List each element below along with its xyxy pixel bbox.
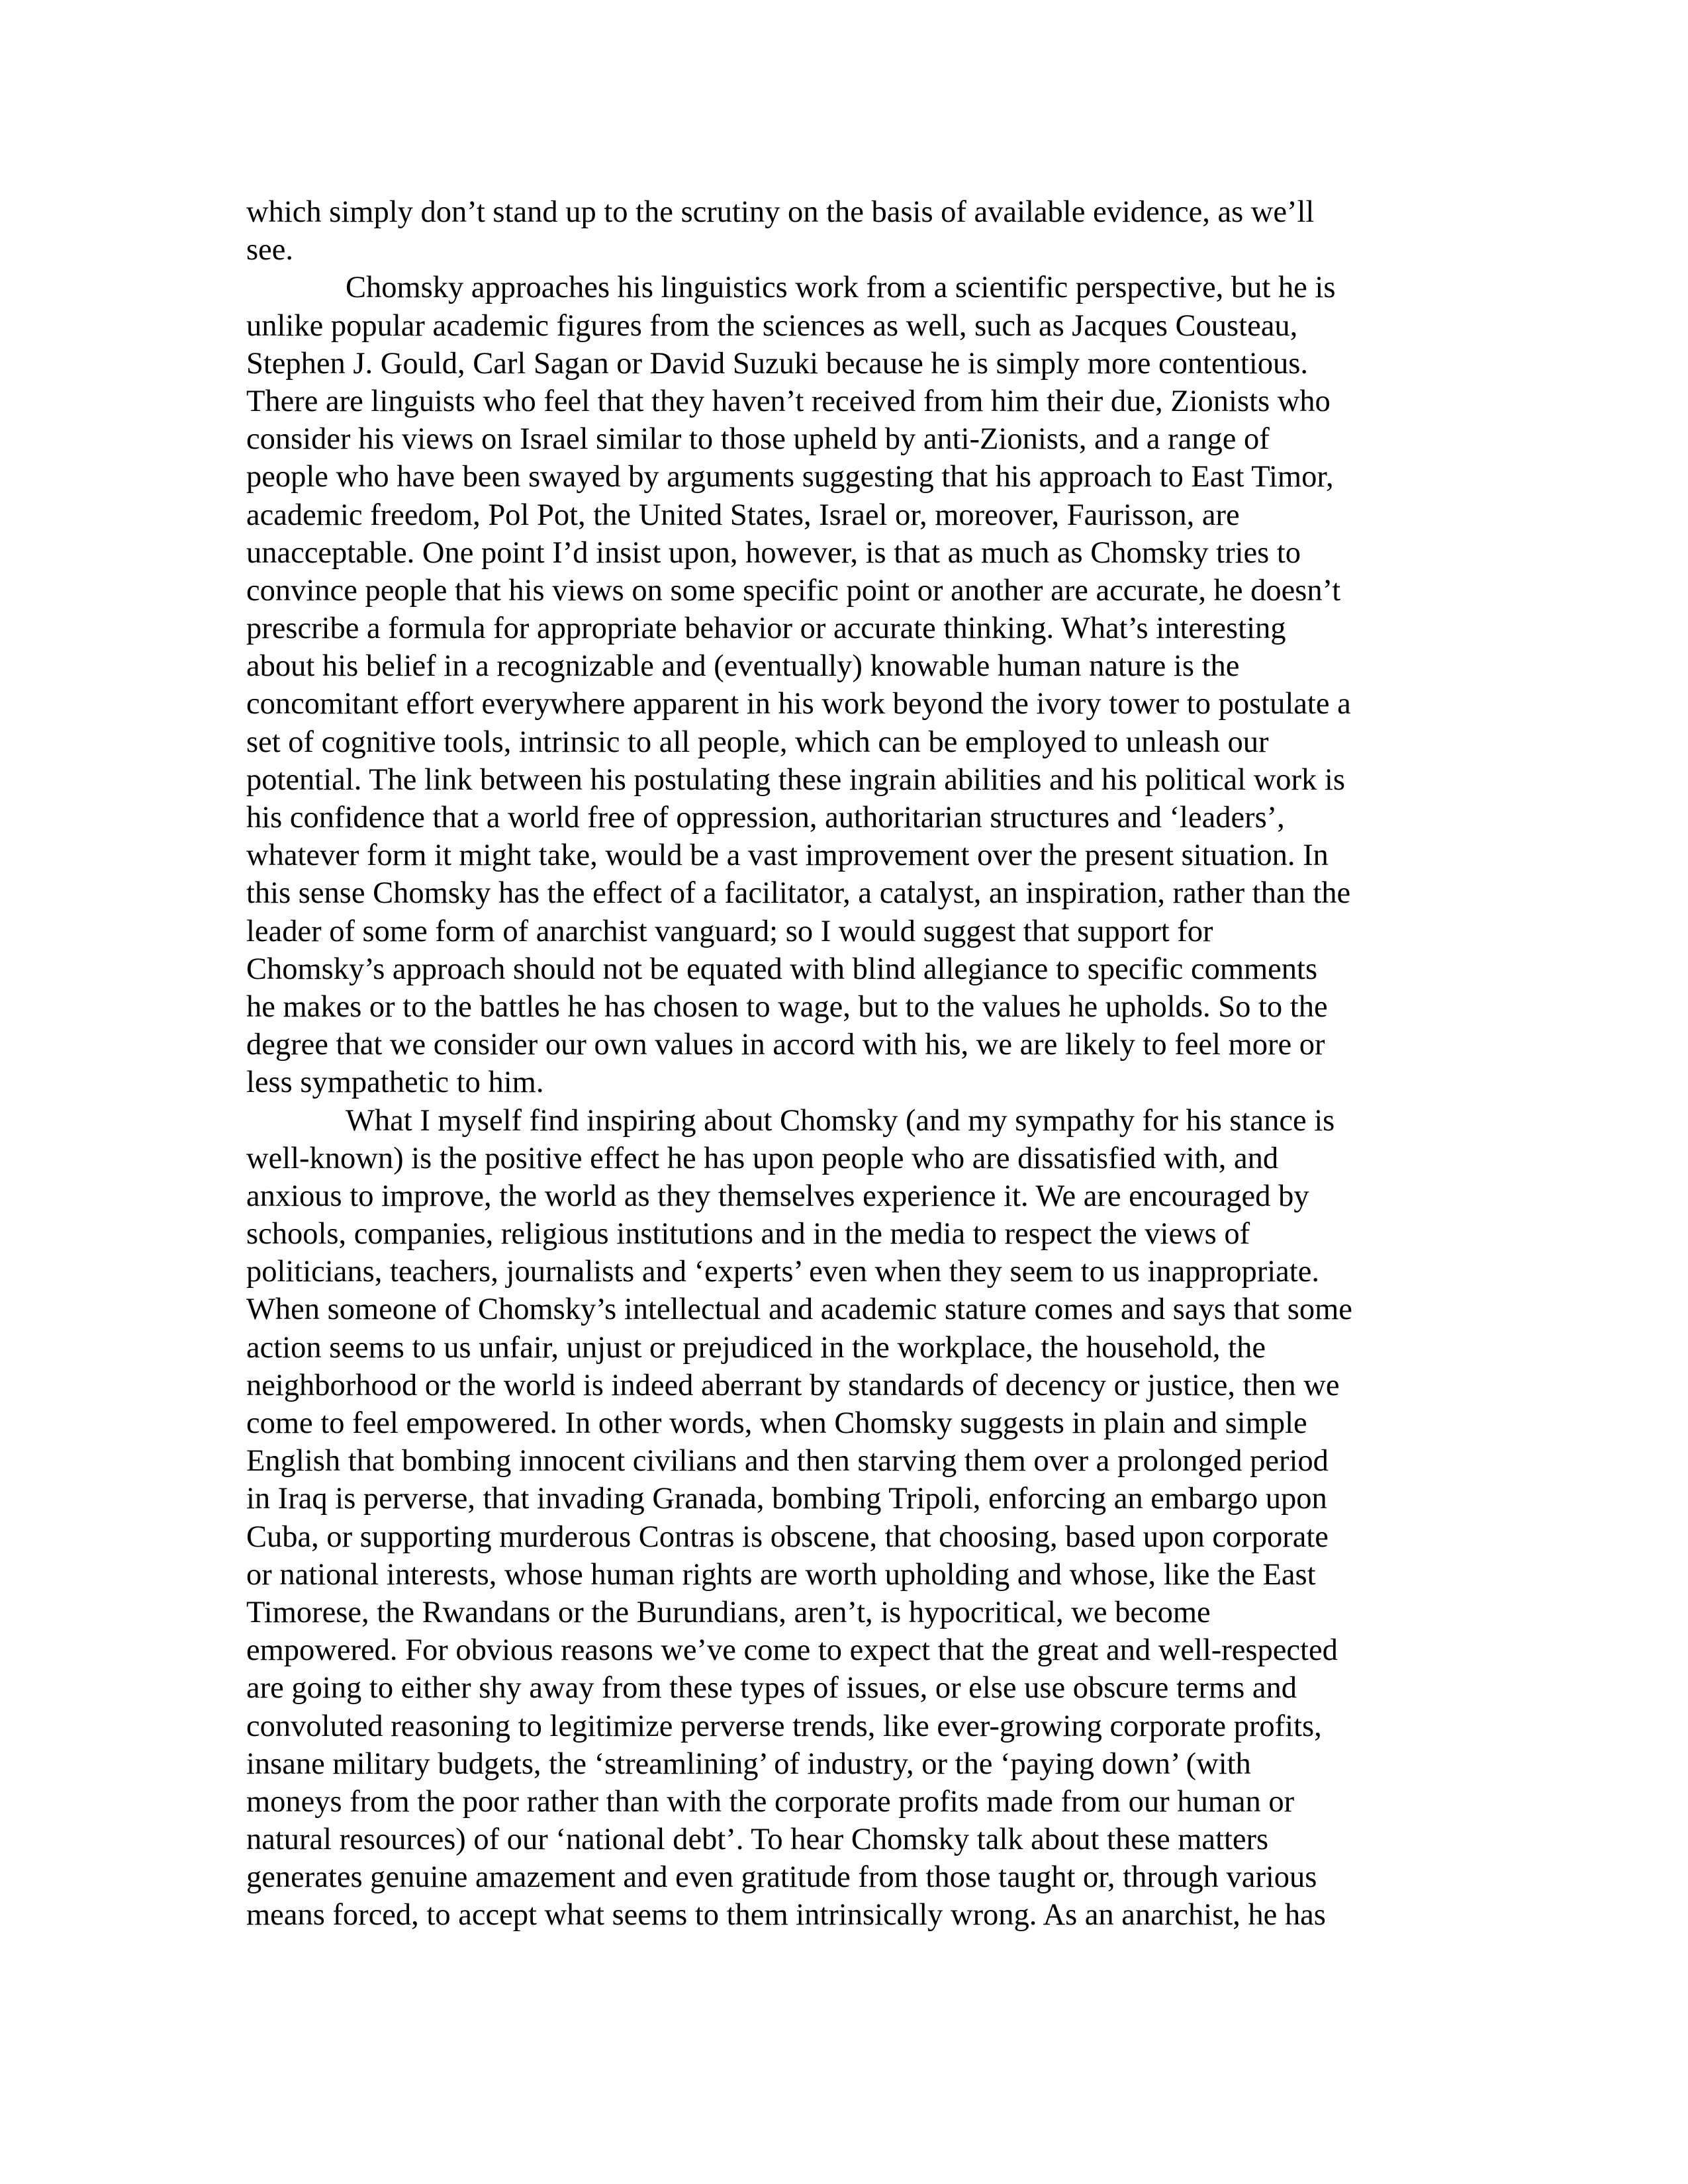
body-text: [246, 193, 1438, 1934]
text-line: or national interests, whose human rights are worth upholding and whose, like the East: [246, 1557, 1316, 1592]
text-line: empowered. For obvious reasons we’ve come to expect that the great and well-respected: [246, 1633, 1338, 1668]
text-line: Timorese, the Rwandans or the Burundians, aren’t, is hypocritical, we become: [246, 1595, 1211, 1629]
text-line: people who have been swayed by arguments suggesting that his approach to East Timor,: [246, 460, 1334, 494]
text-line: his confidence that a world free of oppression, authoritarian structures and ‘leaders’,: [246, 801, 1285, 835]
text-line: Chomsky’s approach should not be equated with blind allegiance to specific comments: [246, 952, 1318, 986]
text-line: potential. The link between his postulating these ingrain abilities and his political work is: [246, 762, 1345, 797]
text-line: degree that we consider our own values in accord with his, we are likely to feel more or: [246, 1028, 1325, 1062]
text-line: come to feel empowered. In other words, when Chomsky suggests in plain and simple: [246, 1406, 1307, 1440]
text-line: generates genuine amazement and even gratitude from those taught or, through various: [246, 1860, 1317, 1895]
text-line: leader of some form of anarchist vanguard; so I would suggest that support for: [246, 914, 1213, 948]
text-line: Cuba, or supporting murderous Contras is obscene, that choosing, based upon corporate: [246, 1520, 1329, 1554]
text-line: he makes or to the battles he has chosen to wage, but to the values he upholds. So to the: [246, 989, 1328, 1024]
text-line: neighborhood or the world is indeed aberrant by standards of decency or justice, then we: [246, 1368, 1340, 1402]
text-line: in Iraq is perverse, that invading Granada, bombing Tripoli, enforcing an embargo upon: [246, 1482, 1327, 1516]
text-line: about his belief in a recognizable and (eventually) knowable human nature is the: [246, 649, 1240, 684]
paragraph-start-line: What I myself find inspiring about Chomsky (and my sympathy for his stance is: [346, 1103, 1335, 1138]
text-line: prescribe a formula for appropriate behavior or accurate thinking. What’s interesting: [246, 612, 1286, 646]
paragraph-start-line: Chomsky approaches his linguistics work from a scientific perspective, but he is: [346, 271, 1336, 305]
text-line: are going to either shy away from these types of issues, or else use obscure terms and: [246, 1671, 1297, 1706]
text-line: natural resources) of our ‘national debt’. To hear Chomsky talk about these matters: [246, 1823, 1269, 1857]
text-line: schools, companies, religious institutions and in the media to respect the views of: [246, 1217, 1250, 1251]
text-line: anxious to improve, the world as they themselves experience it. We are encouraged by: [246, 1179, 1309, 1213]
text-line: There are linguists who feel that they haven’t received from him their due, Zionists who: [246, 384, 1331, 418]
text-line: concomitant effort everywhere apparent in his work beyond the ivory tower to postulate a: [246, 687, 1351, 721]
text-line: see.: [246, 233, 293, 267]
text-line: insane military budgets, the ‘streamlining’ of industry, or the ‘paying down’ (with: [246, 1747, 1251, 1781]
text-line: When someone of Chomsky’s intellectual and academic stature comes and says that some: [246, 1293, 1352, 1327]
text-line: politicians, teachers, journalists and ‘experts’ even when they seem to us inappropriate.: [246, 1255, 1319, 1289]
text-line: action seems to us unfair, unjust or prejudiced in the workplace, the household, the: [246, 1330, 1266, 1365]
text-line: this sense Chomsky has the effect of a facilitator, a catalyst, an inspiration, rather than the: [246, 876, 1351, 911]
text-line: which simply don’t stand up to the scrutiny on the basis of available evidence, as we’ll: [246, 195, 1315, 229]
text-line: unlike popular academic figures from the sciences as well, such as Jacques Cousteau,: [246, 308, 1298, 343]
text-line: well-known) is the positive effect he has upon people who are dissatisfied with, and: [246, 1141, 1279, 1175]
text-line: Stephen J. Gould, Carl Sagan or David Suzuki because he is simply more contentious.: [246, 346, 1308, 381]
text-line: less sympathetic to him.: [246, 1066, 544, 1100]
text-line: convoluted reasoning to legitimize perverse trends, like ever-growing corporate profits,: [246, 1709, 1322, 1743]
text-line: means forced, to accept what seems to them intrinsically wrong. As an anarchist, he has: [246, 1898, 1326, 1933]
text-line: English that bombing innocent civilians and then starving them over a prolonged period: [246, 1444, 1329, 1479]
text-line: whatever form it might take, would be a vast improvement over the present situation. In: [246, 839, 1329, 873]
text-line: academic freedom, Pol Pot, the United States, Israel or, moreover, Faurisson, are: [246, 498, 1240, 532]
text-line: set of cognitive tools, intrinsic to all people, which can be employed to unleash our: [246, 725, 1269, 759]
text-line: consider his views on Israel similar to those upheld by anti-Zionists, and a range of: [246, 422, 1270, 457]
text-line: convince people that his views on some specific point or another are accurate, he doesn’t: [246, 573, 1341, 608]
text-line: moneys from the poor rather than with the corporate profits made from our human or: [246, 1784, 1295, 1819]
text-line: unacceptable. One point I’d insist upon, however, is that as much as Chomsky tries to: [246, 535, 1301, 570]
